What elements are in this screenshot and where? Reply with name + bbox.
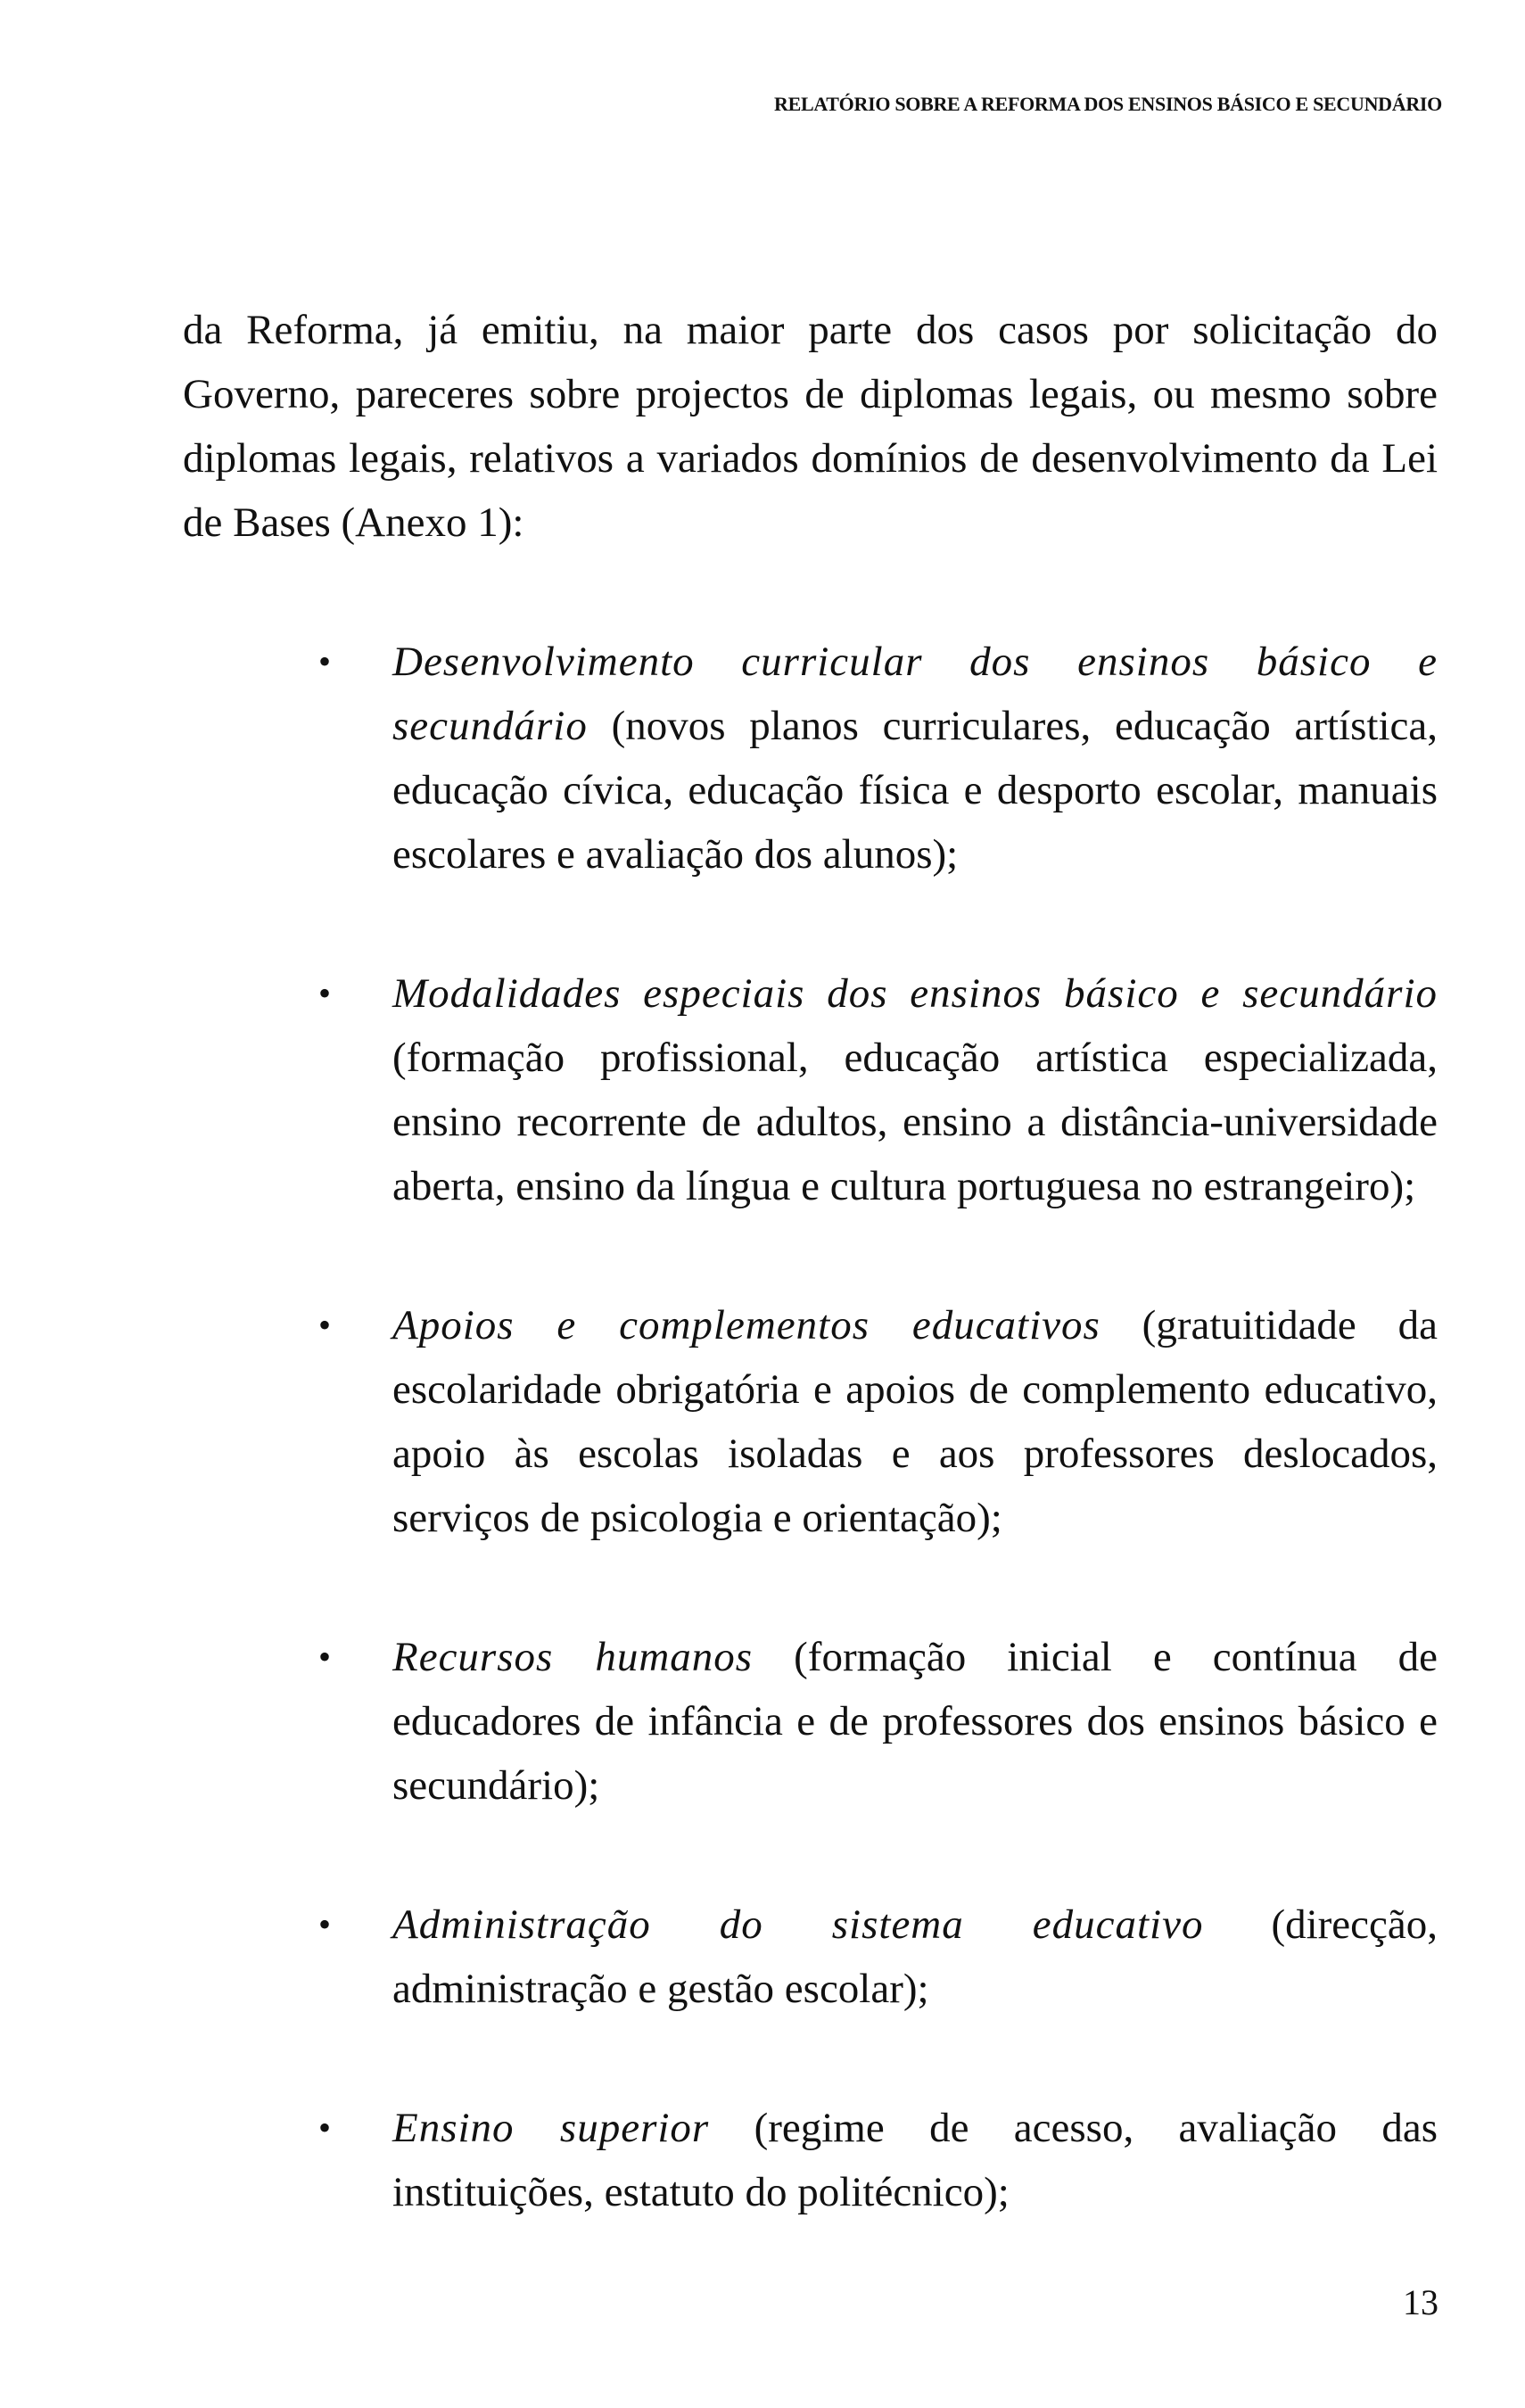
list-item: [318, 961, 1438, 1218]
list-item-details: (formação inicial e contínua de educadores de infância e de professores dos ensinos básico e secundário);: [392, 1634, 1438, 1809]
list-item-details: (gratuitidade da escolaridade obrigatória e apoios de complemento educativo, apoio às escolas isoladas e aos professores deslocados, serviços de psicologia e orientação);: [392, 1302, 1438, 1541]
list-item-details: (direcção, administração e gestão escolar);: [392, 1901, 1438, 2012]
list-item-term: Desenvolvimento curricular dos ensinos básico e secundário: [392, 639, 1438, 749]
list-item-details: (regime de acesso, avaliação das instituições, estatuto do politécnico);: [392, 2105, 1438, 2215]
domain-list: [183, 630, 1438, 2224]
list-item: [318, 630, 1438, 887]
bullet-icon: •: [318, 2107, 332, 2148]
page-body: [183, 298, 1438, 2224]
list-item-details: (novos planos curriculares, educação artística, educação cívica, educação física e desporto escolar, manuais escolares e avaliação dos alunos);: [392, 703, 1438, 878]
bullet-icon: •: [318, 641, 332, 681]
intro-paragraph: da Reforma, já emitiu, na maior parte dos casos por solicitação do Governo, pareceres sobre projectos de diplomas legais, ou mesmo sobre diplomas legais, relativos a variados domínios de desenvolvimento da Lei de Bases (Anexo 1):: [183, 307, 1438, 546]
bullet-icon: •: [318, 1305, 332, 1345]
list-item: [318, 1625, 1438, 1818]
list-item: [318, 2096, 1438, 2224]
running-header: RELATÓRIO SOBRE A REFORMA DOS ENSINOS BÁSICO E SECUNDÁRIO: [774, 93, 1442, 115]
list-item-term: Apoios e complementos educativos: [392, 1302, 1100, 1348]
list-item-term: Recursos humanos: [392, 1634, 754, 1680]
bullet-icon: •: [318, 1904, 332, 1944]
page-number: 13: [1403, 2282, 1438, 2322]
bullet-icon: •: [318, 1637, 332, 1677]
bullet-icon: •: [318, 973, 332, 1013]
list-item-details: (formação profissional, educação artística especializada, ensino recorrente de adultos, ensino a distância-universidade aberta, ensino da língua e cultura portuguesa no estrangeiro);: [392, 1035, 1438, 1209]
list-item-term: Administração do sistema educativo: [392, 1901, 1204, 1948]
list-item: [318, 1293, 1438, 1550]
list-item: [318, 1893, 1438, 2021]
list-item-term: Modalidades especiais dos ensinos básico e secundário: [392, 970, 1438, 1017]
list-item-term: Ensino superior: [392, 2105, 710, 2151]
